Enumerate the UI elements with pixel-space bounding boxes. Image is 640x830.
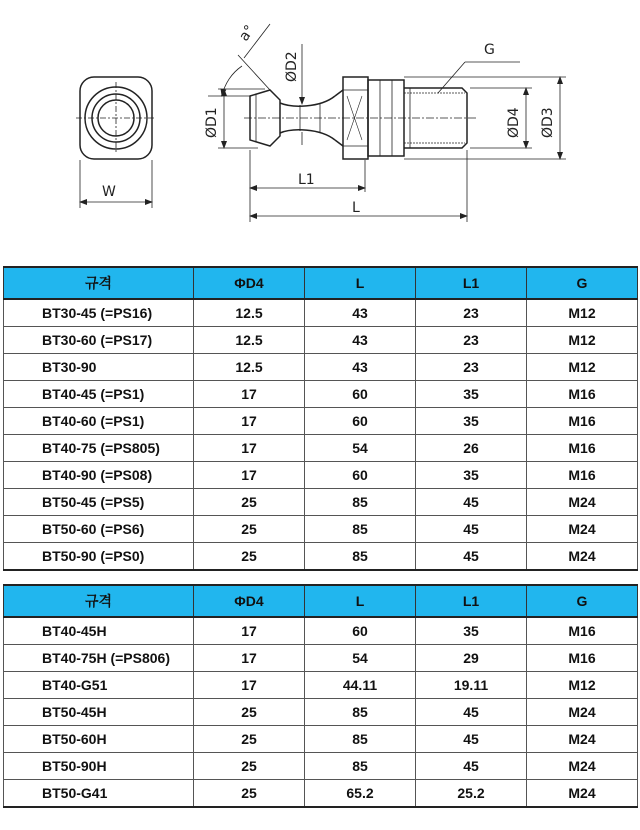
cell-spec: BT30-60 (=PS17) — [4, 327, 194, 354]
cell-g: M12 — [527, 672, 638, 699]
cell-spec: BT40-45H — [4, 617, 194, 645]
cell-g: M24 — [527, 699, 638, 726]
cell-spec: BT50-45 (=PS5) — [4, 489, 194, 516]
label-l: L — [352, 200, 360, 216]
cell-d4: 25 — [194, 780, 305, 808]
cell-l: 85 — [305, 699, 416, 726]
cell-spec: BT30-90 — [4, 354, 194, 381]
cell-l: 43 — [305, 327, 416, 354]
cell-l: 44.11 — [305, 672, 416, 699]
cell-l: 85 — [305, 516, 416, 543]
cell-g: M16 — [527, 381, 638, 408]
cell-l1: 19.11 — [416, 672, 527, 699]
spec-table-standard — [3, 266, 638, 571]
header-l1: L1 — [416, 585, 527, 617]
header-l: L — [305, 585, 416, 617]
cell-l: 43 — [305, 299, 416, 327]
cell-d4: 12.5 — [194, 299, 305, 327]
cell-d4: 25 — [194, 516, 305, 543]
cell-g: M12 — [527, 299, 638, 327]
table-row — [4, 645, 638, 672]
cell-l1: 29 — [416, 645, 527, 672]
cell-g: M24 — [527, 543, 638, 571]
cell-l: 85 — [305, 753, 416, 780]
cell-d4: 12.5 — [194, 327, 305, 354]
table-row — [4, 462, 638, 489]
label-g: G — [484, 42, 495, 58]
cell-l: 85 — [305, 543, 416, 571]
cell-d4: 25 — [194, 699, 305, 726]
cell-l: 60 — [305, 408, 416, 435]
cell-l1: 45 — [416, 699, 527, 726]
cell-g: M12 — [527, 327, 638, 354]
cell-d4: 25 — [194, 726, 305, 753]
label-d2: ØD2 — [284, 51, 300, 82]
cell-g: M24 — [527, 753, 638, 780]
cell-d4: 17 — [194, 408, 305, 435]
header-l1: L1 — [416, 267, 527, 299]
header-g: G — [527, 267, 638, 299]
cell-spec: BT40-G51 — [4, 672, 194, 699]
label-w: W — [102, 184, 116, 200]
cell-l1: 45 — [416, 489, 527, 516]
cell-d4: 12.5 — [194, 354, 305, 381]
header-spec: 규격 — [4, 267, 194, 299]
header-spec: 규격 — [4, 585, 194, 617]
label-d3: ØD3 — [540, 107, 556, 138]
cell-spec: BT50-45H — [4, 699, 194, 726]
table-row — [4, 516, 638, 543]
header-d4: ΦD4 — [194, 267, 305, 299]
cell-l1: 45 — [416, 516, 527, 543]
table-row — [4, 354, 638, 381]
cell-l: 85 — [305, 726, 416, 753]
cell-l1: 26 — [416, 435, 527, 462]
cell-g: M24 — [527, 489, 638, 516]
cell-l: 65.2 — [305, 780, 416, 808]
cell-d4: 17 — [194, 381, 305, 408]
header-g: G — [527, 585, 638, 617]
cell-spec: BT40-60 (=PS1) — [4, 408, 194, 435]
table-row — [4, 699, 638, 726]
table-row — [4, 617, 638, 645]
cell-d4: 17 — [194, 435, 305, 462]
table-row — [4, 489, 638, 516]
cell-l1: 35 — [416, 381, 527, 408]
cell-d4: 25 — [194, 543, 305, 571]
cell-spec: BT50-60H — [4, 726, 194, 753]
cell-g: M16 — [527, 435, 638, 462]
cell-l1: 23 — [416, 354, 527, 381]
cell-g: M24 — [527, 726, 638, 753]
cell-l1: 35 — [416, 408, 527, 435]
cell-d4: 17 — [194, 645, 305, 672]
cell-l1: 45 — [416, 543, 527, 571]
cell-l: 54 — [305, 645, 416, 672]
cell-spec: BT40-75H (=PS806) — [4, 645, 194, 672]
cell-d4: 17 — [194, 462, 305, 489]
spec-table-high-speed — [3, 584, 638, 808]
cell-l: 85 — [305, 489, 416, 516]
cell-spec: BT40-90 (=PS08) — [4, 462, 194, 489]
label-d4: ØD4 — [506, 107, 522, 138]
cell-l: 60 — [305, 381, 416, 408]
table-row — [4, 753, 638, 780]
cell-g: M16 — [527, 645, 638, 672]
cell-d4: 17 — [194, 617, 305, 645]
cell-spec: BT50-90 (=PS0) — [4, 543, 194, 571]
table-row — [4, 327, 638, 354]
table-row — [4, 543, 638, 571]
cell-spec: BT50-60 (=PS6) — [4, 516, 194, 543]
cell-g: M24 — [527, 780, 638, 808]
end-view — [76, 77, 156, 208]
label-l1: L1 — [298, 172, 315, 188]
table-row — [4, 381, 638, 408]
cell-l1: 35 — [416, 617, 527, 645]
cell-l1: 45 — [416, 753, 527, 780]
cell-l1: 23 — [416, 327, 527, 354]
label-angle: a° — [236, 22, 259, 45]
table-header-row — [4, 585, 638, 617]
table-row — [4, 726, 638, 753]
cell-spec: BT40-45 (=PS1) — [4, 381, 194, 408]
cell-spec: BT50-90H — [4, 753, 194, 780]
cell-l1: 35 — [416, 462, 527, 489]
cell-d4: 17 — [194, 672, 305, 699]
header-l: L — [305, 267, 416, 299]
table-row — [4, 299, 638, 327]
cell-g: M16 — [527, 462, 638, 489]
cell-l1: 23 — [416, 299, 527, 327]
cell-g: M16 — [527, 617, 638, 645]
table-row — [4, 672, 638, 699]
cell-d4: 25 — [194, 489, 305, 516]
cell-spec: BT40-75 (=PS805) — [4, 435, 194, 462]
cell-spec: BT50-G41 — [4, 780, 194, 808]
header-d4: ΦD4 — [194, 585, 305, 617]
cell-l1: 25.2 — [416, 780, 527, 808]
cell-l1: 45 — [416, 726, 527, 753]
table-row — [4, 780, 638, 808]
cell-l: 54 — [305, 435, 416, 462]
cell-g: M16 — [527, 408, 638, 435]
cell-g: M12 — [527, 354, 638, 381]
cell-l: 60 — [305, 617, 416, 645]
table-header-row — [4, 267, 638, 299]
table-row — [4, 435, 638, 462]
cell-d4: 25 — [194, 753, 305, 780]
cell-l: 60 — [305, 462, 416, 489]
cell-g: M24 — [527, 516, 638, 543]
cell-spec: BT30-45 (=PS16) — [4, 299, 194, 327]
table-row — [4, 408, 638, 435]
label-d1: ØD1 — [204, 107, 220, 138]
cell-l: 43 — [305, 354, 416, 381]
pull-stud-drawing — [0, 0, 640, 265]
